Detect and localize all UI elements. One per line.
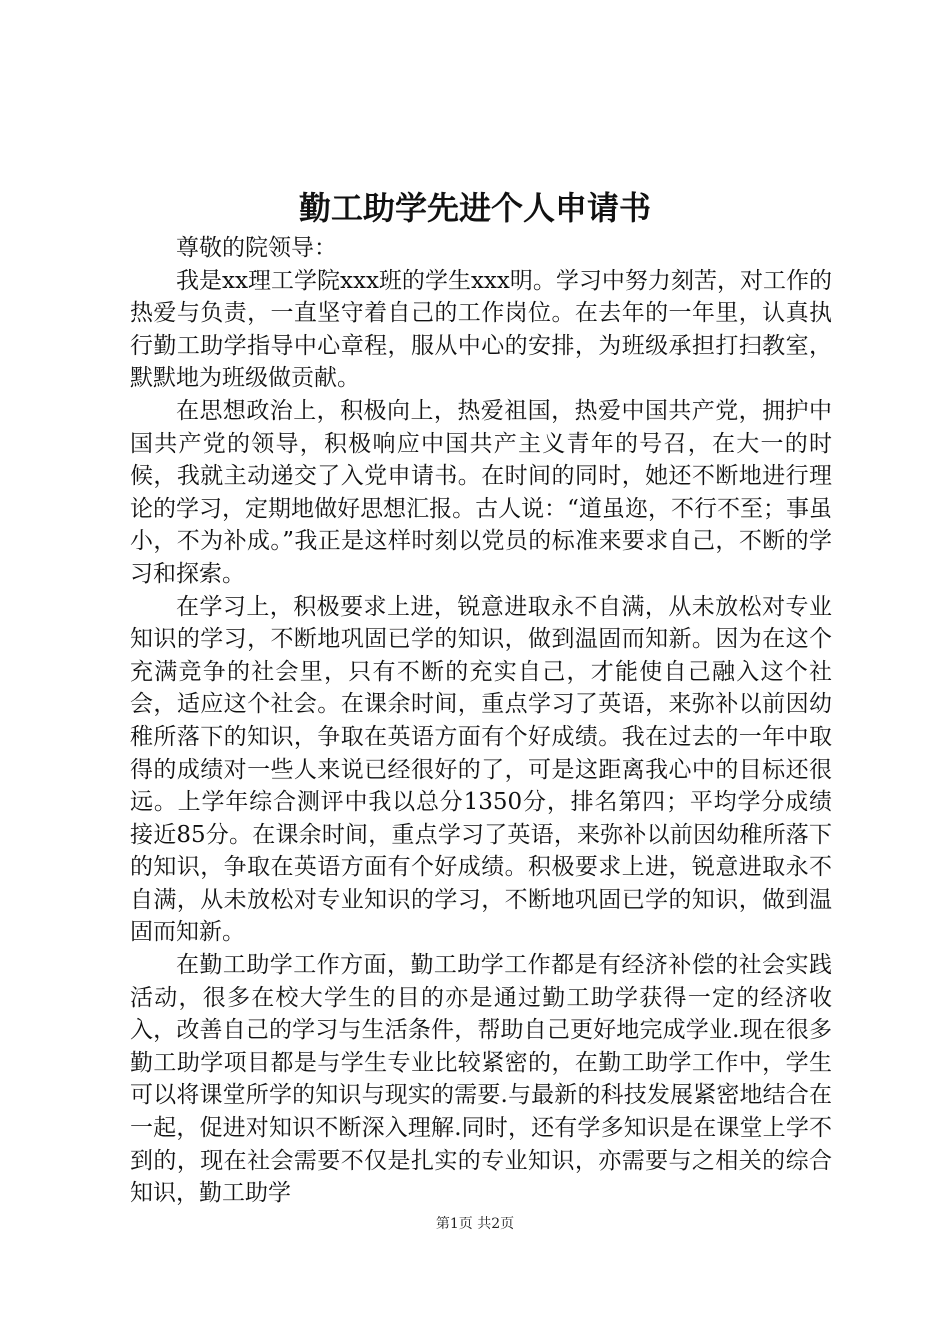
document-title: 勤工助学先进个人申请书	[298, 189, 651, 227]
paragraph-2: 在思想政治上，积极向上，热爱祖国，热爱中国共产党，拥护中国共产党的领导，积极响应中国共产主义青年的号召，在大一的时候，我就主动递交了入党申请书。在时间的同时，她还不断地进行理论的学习，定期地做好思想汇报。古人说：“道虽迩，不行不至；事虽小，不为补成。”我正是这样时刻以党员的标准来要求自己，不断的学习和探索。	[130, 397, 832, 587]
paragraph-1: 我是xx理工学院xxx班的学生xxx明。学习中努力刻苦，对工作的热爱与负责，一直坚守着自己的工作岗位。在去年的一年里，认真执行勤工助学指导中心章程，服从中心的安排，为班级承担打扫教室，默默地为班级做贡献。	[130, 267, 832, 392]
paragraph-3: 在学习上，积极要求上进，锐意进取永不自满，从未放松对专业知识的学习，不断地巩固已学的知识，做到温固而知新。因为在这个充满竞争的社会里，只有不断的充实自己，才能使自己融入这个社会，适应这个社会。在课余时间，重点学习了英语，来弥补以前因幼稚所落下的知识，争取在英语方面有个好成绩。我在过去的一年中取得的成绩对一些人来说已经很好的了，可是这距离我心中的目标还很远。上学年综合测评中我以总分1350分，排名第四；平均学分成绩接近85分。在课余时间，重点学习了英语，来弥补以前因幼稚所落下的知识，争取在英语方面有个好成绩。积极要求上进，锐意进取永不自满，从未放松对专业知识的学习，不断地巩固已学的知识，做到温固而知新。	[130, 593, 832, 946]
page-footer: 第1页 共2页	[435, 1216, 515, 1232]
paragraph-4: 在勤工助学工作方面，勤工助学工作都是有经济补偿的社会实践活动，很多在校大学生的目的亦是通过勤工助学获得一定的经济收入，改善自己的学习与生活条件，帮助自己更好地完成学业.现在很多勤工助学项目都是与学生专业比较紧密的，在勤工助学工作中，学生可以将课堂所学的知识与现实的需要.与最新的科技发展紧密地结合在一起，促进对知识不断深入理解.同时，还有学多知识是在课堂上学不到的，现在社会需要不仅是扎实的专业知识，亦需要与之相关的综合知识，勤工助学	[130, 952, 832, 1207]
salutation: 尊敬的院领导：	[176, 235, 337, 261]
document-body	[130, 232, 832, 1210]
